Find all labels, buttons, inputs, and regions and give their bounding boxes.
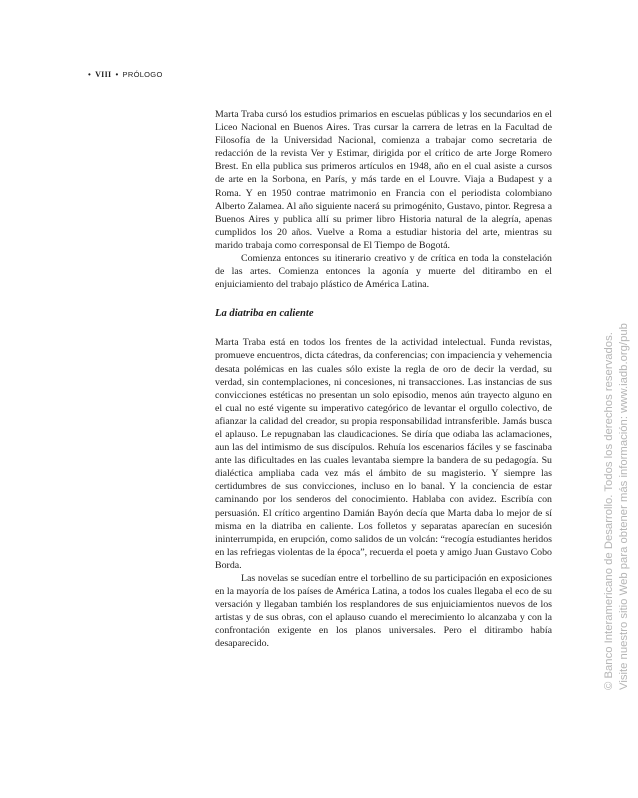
paragraph-diatribe: Marta Traba está en todos los frentes de la actividad intelectual. Funda revistas, promueve encuentros, dicta cátedras, da conferencias; con impaciencia y vehemencia desata polémicas en las cuales sólo existe la regla de oro de decir la verdad, su verdad, sin contemplaciones, ni concesiones, ni transacciones. Las instancias de sus convicciones estéticas no presentan un solo episodio, menos aún trayecto alguno en el cual no esté vigente su imperativo categórico de levantar el orgullo colectivo, de afianzar la calidad del creador, su propia responsabilidad intransferible. Jamás busca el aplauso. Le repugnaban las claudicaciones. Se diría que odiaba las aclamaciones, aun las del intimismo de sus discípulos. Rehuía los escenarios fáciles y se fascinaba ante las dificultades en las cuales levantaba siempre la bandera de su pedagogía. Su dialéctica ampliaba cada vez más el ámbito de su magisterio. Y siempre las certidumbres de sus convicciones, incluso en lo banal. Y la conciencia de estar caminando por los senderos del conocimiento. Hablaba con avidez. Escribía con persuasión. El crítico argentino Damián Bayón decía que Marta daba lo mejor de sí misma en la diatriba en caliente. Los folletos y separatas aparecían en sucesión ininterrumpida, en erupción, como salidos de un volcán: “recogía estudiantes heridos en las refriegas violentas de la época”, recuerda el poeta y amigo Juan Gustavo Cobo Borda.	[215, 337, 552, 571]
paragraph-novels: Las novelas se sucedían entre el torbellino de su participación en exposiciones en la mayoría de los países de América Latina, a todos los cuales llegaba el eco de su versación y llegaban también los resplandores de sus enjuiciamientos nuevos de los artistas y de sus obras, con el aplauso cuando el merecimiento lo alcanzaba y con la confrontación exigente en los planos universales. Pero el ditirambo había desaparecido.	[215, 573, 552, 650]
section-title: PRÓLOGO	[122, 70, 163, 79]
page-number: VIII	[95, 70, 112, 79]
bullet-icon: •	[115, 69, 119, 79]
copyright-watermark	[602, 130, 632, 690]
watermark-line-2: Visite nuestro sitio Web para obtener más información: www.iadb.org/pub	[618, 323, 630, 690]
paragraph-intro: Marta Traba cursó los estudios primarios en escuelas públicas y los secundarios en el Liceo Nacional en Buenos Aires. Tras cursar la carrera de letras en la Facultad de Filosofía de la Universidad Nacional, comienza a trabajar como secretaria de redacción de la revista Ver y Estimar, dirigida por el crítico de arte Jorge Romero Brest. En ella publica sus primeros artículos en 1948, año en el cual asiste a cursos de arte en la Sorbona, en París, y más tarde en el Louvre. Viaja a Budapest y a Roma. Y en 1950 contrae matrimonio en Francia con el periodista colombiano Alberto Zalamea. Al año siguiente nacerá su primogénito, Gustavo, pintor. Regresa a Buenos Aires y publica allí su primer libro Historia natural de la alegría, apenas cumplidos los 20 años. Vuelve a Roma a estudiar historia del arte, mientras su marido trabaja como corresponsal de El Tiempo de Bogotá.	[215, 109, 552, 251]
paragraph-itinerary: Comienza entonces su itinerario creativo y de crítica en toda la constelación de las artes. Comienza entonces la agonía y muerte del ditirambo en el enjuiciamiento del trabajo plástico de América Latina.	[215, 253, 552, 291]
section-heading: La diatriba en caliente	[215, 308, 314, 320]
bullet-icon: •	[88, 69, 92, 79]
page-body	[215, 108, 552, 651]
watermark-line-1: © Banco Interamericano de Desarrollo. Todos los derechos reservados.	[603, 332, 615, 690]
running-header	[88, 70, 163, 79]
